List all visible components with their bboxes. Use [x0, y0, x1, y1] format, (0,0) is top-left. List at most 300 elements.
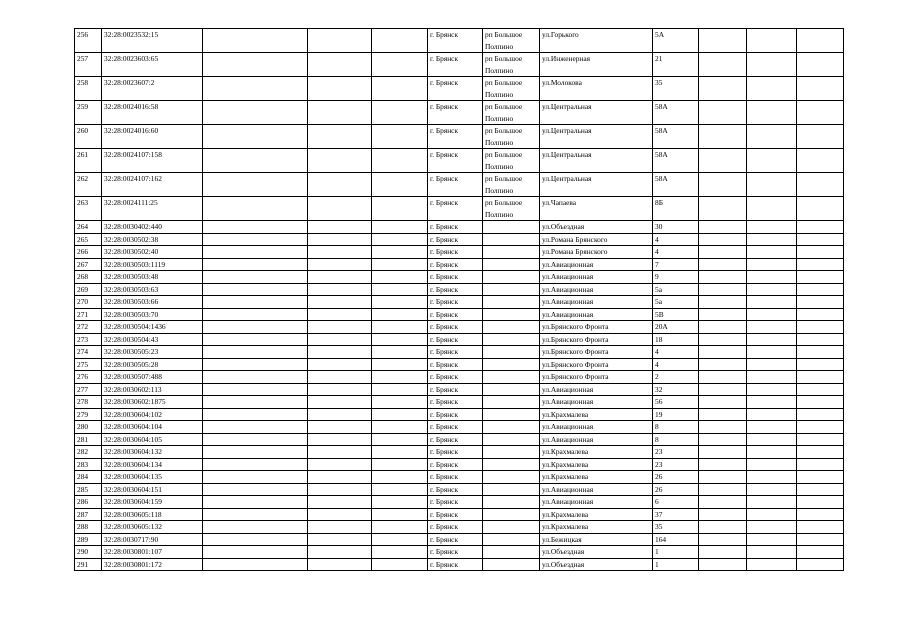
empty-cell — [699, 346, 747, 359]
empty-cell — [308, 358, 372, 371]
empty-cell — [797, 283, 844, 296]
row-number-cell: 275 — [75, 358, 102, 371]
table-row — [75, 446, 844, 459]
empty-cell — [797, 101, 844, 125]
street-cell: ул.Центральная — [540, 149, 653, 173]
empty-cell — [372, 533, 428, 546]
empty-cell — [308, 421, 372, 434]
empty-cell — [797, 346, 844, 359]
empty-cell — [699, 546, 747, 559]
empty-cell — [308, 371, 372, 384]
table-row — [75, 197, 844, 221]
street-cell: ул.Крахмалева — [540, 446, 653, 459]
empty-cell — [308, 508, 372, 521]
empty-cell — [699, 383, 747, 396]
house-number-cell: 58А — [653, 125, 699, 149]
empty-cell — [308, 471, 372, 484]
settlement-cell — [483, 358, 540, 371]
row-number-cell: 264 — [75, 221, 102, 234]
empty-cell — [308, 296, 372, 309]
city-cell: г. Брянск — [428, 221, 483, 234]
empty-cell — [699, 197, 747, 221]
empty-cell — [797, 396, 844, 409]
city-cell: г. Брянск — [428, 149, 483, 173]
house-number-cell: 58А — [653, 173, 699, 197]
empty-cell — [747, 308, 797, 321]
house-number-cell: 35 — [653, 521, 699, 534]
cadastral-number-cell: 32:28:0030801:107 — [102, 546, 203, 559]
empty-cell — [203, 433, 308, 446]
cadastral-number-cell: 32:28:0023607:2 — [102, 77, 203, 101]
city-cell: г. Брянск — [428, 246, 483, 259]
empty-cell — [797, 383, 844, 396]
empty-cell — [372, 246, 428, 259]
row-number-cell: 289 — [75, 533, 102, 546]
empty-cell — [203, 358, 308, 371]
empty-cell — [372, 558, 428, 571]
empty-cell — [699, 533, 747, 546]
empty-cell — [747, 558, 797, 571]
house-number-cell: 58А — [653, 101, 699, 125]
empty-cell — [797, 508, 844, 521]
cadastral-number-cell: 32:28:0024016:58 — [102, 101, 203, 125]
empty-cell — [747, 483, 797, 496]
empty-cell — [372, 197, 428, 221]
empty-cell — [797, 458, 844, 471]
house-number-cell: 35 — [653, 77, 699, 101]
cadastral-number-cell: 32:28:0030504:1436 — [102, 321, 203, 334]
row-number-cell: 282 — [75, 446, 102, 459]
city-cell: г. Брянск — [428, 508, 483, 521]
street-cell: ул.Авиационная — [540, 496, 653, 509]
house-number-cell: 32 — [653, 383, 699, 396]
city-cell: г. Брянск — [428, 271, 483, 284]
empty-cell — [797, 173, 844, 197]
empty-cell — [797, 358, 844, 371]
empty-cell — [372, 233, 428, 246]
settlement-cell — [483, 408, 540, 421]
house-number-cell: 37 — [653, 508, 699, 521]
empty-cell — [797, 558, 844, 571]
empty-cell — [372, 333, 428, 346]
city-cell: г. Брянск — [428, 197, 483, 221]
empty-cell — [747, 383, 797, 396]
house-number-cell: 8 — [653, 433, 699, 446]
empty-cell — [372, 173, 428, 197]
empty-cell — [203, 271, 308, 284]
empty-cell — [797, 471, 844, 484]
settlement-cell — [483, 346, 540, 359]
table-row — [75, 458, 844, 471]
cadastral-number-cell: 32:28:0030502:40 — [102, 246, 203, 259]
settlement-cell — [483, 483, 540, 496]
table-row — [75, 421, 844, 434]
empty-cell — [797, 246, 844, 259]
street-cell: ул.Авиационная — [540, 421, 653, 434]
empty-cell — [203, 125, 308, 149]
empty-cell — [797, 483, 844, 496]
empty-cell — [203, 483, 308, 496]
row-number-cell: 277 — [75, 383, 102, 396]
empty-cell — [372, 458, 428, 471]
row-number-cell: 279 — [75, 408, 102, 421]
empty-cell — [747, 149, 797, 173]
empty-cell — [797, 258, 844, 271]
cadastral-number-cell: 32:28:0030504:43 — [102, 333, 203, 346]
row-number-cell: 266 — [75, 246, 102, 259]
house-number-cell: 26 — [653, 483, 699, 496]
row-number-cell: 291 — [75, 558, 102, 571]
cadastral-number-cell: 32:28:0030605:132 — [102, 521, 203, 534]
empty-cell — [699, 271, 747, 284]
empty-cell — [747, 421, 797, 434]
empty-cell — [203, 173, 308, 197]
empty-cell — [308, 433, 372, 446]
table-row — [75, 483, 844, 496]
house-number-cell: 4 — [653, 346, 699, 359]
row-number-cell: 288 — [75, 521, 102, 534]
empty-cell — [699, 446, 747, 459]
empty-cell — [747, 508, 797, 521]
cadastral-number-cell: 32:28:0030505:23 — [102, 346, 203, 359]
empty-cell — [797, 221, 844, 234]
empty-cell — [372, 508, 428, 521]
row-number-cell: 270 — [75, 296, 102, 309]
house-number-cell: 8Б — [653, 197, 699, 221]
settlement-cell — [483, 333, 540, 346]
settlement-cell: рп Большое Полпино — [483, 149, 540, 173]
table-body — [75, 29, 844, 571]
cadastral-number-cell: 32:28:0024016:60 — [102, 125, 203, 149]
cadastral-number-cell: 32:28:0024107:162 — [102, 173, 203, 197]
house-number-cell: 4 — [653, 358, 699, 371]
settlement-cell — [483, 221, 540, 234]
street-cell: ул.Крахмалева — [540, 408, 653, 421]
street-cell: ул.Объездная — [540, 221, 653, 234]
empty-cell — [699, 358, 747, 371]
cadastral-number-cell: 32:28:0030502:38 — [102, 233, 203, 246]
empty-cell — [308, 308, 372, 321]
table-row — [75, 258, 844, 271]
empty-cell — [699, 496, 747, 509]
empty-cell — [372, 101, 428, 125]
house-number-cell: 4 — [653, 233, 699, 246]
empty-cell — [699, 296, 747, 309]
empty-cell — [203, 246, 308, 259]
empty-cell — [699, 558, 747, 571]
city-cell: г. Брянск — [428, 346, 483, 359]
row-number-cell: 286 — [75, 496, 102, 509]
settlement-cell: рп Большое Полпино — [483, 101, 540, 125]
empty-cell — [372, 483, 428, 496]
empty-cell — [203, 221, 308, 234]
empty-cell — [797, 433, 844, 446]
empty-cell — [308, 458, 372, 471]
table-row — [75, 521, 844, 534]
empty-cell — [699, 458, 747, 471]
street-cell: ул.Брянского Фронта — [540, 333, 653, 346]
empty-cell — [203, 546, 308, 559]
empty-cell — [699, 471, 747, 484]
cadastral-number-cell: 32:28:0030605:118 — [102, 508, 203, 521]
table-row — [75, 125, 844, 149]
table-row — [75, 283, 844, 296]
empty-cell — [797, 308, 844, 321]
empty-cell — [372, 271, 428, 284]
empty-cell — [747, 197, 797, 221]
empty-cell — [699, 308, 747, 321]
empty-cell — [308, 246, 372, 259]
cadastral-number-cell: 32:28:0030604:104 — [102, 421, 203, 434]
empty-cell — [308, 396, 372, 409]
cadastral-number-cell: 32:28:0030507:488 — [102, 371, 203, 384]
row-number-cell: 287 — [75, 508, 102, 521]
empty-cell — [699, 221, 747, 234]
city-cell: г. Брянск — [428, 396, 483, 409]
street-cell: ул.Брянского Фронта — [540, 358, 653, 371]
empty-cell — [747, 333, 797, 346]
house-number-cell: 56 — [653, 396, 699, 409]
empty-cell — [699, 433, 747, 446]
city-cell: г. Брянск — [428, 383, 483, 396]
table-row — [75, 271, 844, 284]
table-row — [75, 346, 844, 359]
empty-cell — [308, 283, 372, 296]
empty-cell — [747, 246, 797, 259]
city-cell: г. Брянск — [428, 521, 483, 534]
settlement-cell: рп Большое Полпино — [483, 125, 540, 149]
empty-cell — [372, 496, 428, 509]
row-number-cell: 261 — [75, 149, 102, 173]
empty-cell — [699, 101, 747, 125]
empty-cell — [203, 458, 308, 471]
row-number-cell: 283 — [75, 458, 102, 471]
empty-cell — [203, 308, 308, 321]
empty-cell — [372, 321, 428, 334]
empty-cell — [372, 433, 428, 446]
settlement-cell — [483, 458, 540, 471]
table-row — [75, 333, 844, 346]
empty-cell — [797, 496, 844, 509]
cadastral-number-cell: 32:28:0023532:15 — [102, 29, 203, 53]
empty-cell — [308, 149, 372, 173]
street-cell: ул.Авиационная — [540, 296, 653, 309]
empty-cell — [747, 408, 797, 421]
empty-cell — [308, 29, 372, 53]
house-number-cell: 164 — [653, 533, 699, 546]
street-cell: ул.Центральная — [540, 101, 653, 125]
city-cell: г. Брянск — [428, 496, 483, 509]
empty-cell — [699, 125, 747, 149]
street-cell: ул.Чапаева — [540, 197, 653, 221]
street-cell: ул.Крахмалева — [540, 471, 653, 484]
empty-cell — [699, 283, 747, 296]
street-cell: ул.Романа Брянского — [540, 233, 653, 246]
empty-cell — [747, 521, 797, 534]
empty-cell — [747, 296, 797, 309]
empty-cell — [797, 408, 844, 421]
empty-cell — [797, 546, 844, 559]
house-number-cell: 18 — [653, 333, 699, 346]
empty-cell — [797, 371, 844, 384]
city-cell: г. Брянск — [428, 446, 483, 459]
empty-cell — [699, 77, 747, 101]
street-cell: ул.Авиационная — [540, 271, 653, 284]
street-cell: ул.Инженерная — [540, 53, 653, 77]
settlement-cell — [483, 471, 540, 484]
empty-cell — [699, 421, 747, 434]
street-cell: ул.Молокова — [540, 77, 653, 101]
empty-cell — [747, 221, 797, 234]
settlement-cell — [483, 496, 540, 509]
empty-cell — [747, 283, 797, 296]
empty-cell — [203, 197, 308, 221]
cadastral-number-cell: 32:28:0030503:48 — [102, 271, 203, 284]
empty-cell — [203, 533, 308, 546]
settlement-cell — [483, 396, 540, 409]
row-number-cell: 280 — [75, 421, 102, 434]
city-cell: г. Брянск — [428, 296, 483, 309]
table-row — [75, 173, 844, 197]
house-number-cell: 58А — [653, 149, 699, 173]
house-number-cell: 8 — [653, 421, 699, 434]
street-cell: ул.Брянского Фронта — [540, 321, 653, 334]
empty-cell — [372, 53, 428, 77]
empty-cell — [797, 271, 844, 284]
table-row — [75, 558, 844, 571]
table-row — [75, 546, 844, 559]
empty-cell — [699, 258, 747, 271]
empty-cell — [308, 496, 372, 509]
empty-cell — [308, 533, 372, 546]
empty-cell — [747, 446, 797, 459]
street-cell: ул.Объездная — [540, 546, 653, 559]
empty-cell — [797, 296, 844, 309]
table-row — [75, 77, 844, 101]
row-number-cell: 273 — [75, 333, 102, 346]
street-cell: ул.Крахмалева — [540, 508, 653, 521]
house-number-cell: 23 — [653, 446, 699, 459]
house-number-cell: 23 — [653, 458, 699, 471]
table-row — [75, 396, 844, 409]
empty-cell — [747, 458, 797, 471]
city-cell: г. Брянск — [428, 458, 483, 471]
table-row — [75, 471, 844, 484]
house-number-cell: 1 — [653, 546, 699, 559]
settlement-cell — [483, 446, 540, 459]
city-cell: г. Брянск — [428, 53, 483, 77]
city-cell: г. Брянск — [428, 125, 483, 149]
empty-cell — [747, 125, 797, 149]
settlement-cell — [483, 558, 540, 571]
empty-cell — [747, 101, 797, 125]
settlement-cell — [483, 533, 540, 546]
row-number-cell: 258 — [75, 77, 102, 101]
empty-cell — [747, 258, 797, 271]
empty-cell — [699, 521, 747, 534]
cadastral-number-cell: 32:28:0030604:132 — [102, 446, 203, 459]
empty-cell — [747, 346, 797, 359]
empty-cell — [372, 396, 428, 409]
house-number-cell: 7 — [653, 258, 699, 271]
settlement-cell — [483, 371, 540, 384]
settlement-cell — [483, 508, 540, 521]
empty-cell — [372, 308, 428, 321]
settlement-cell — [483, 521, 540, 534]
city-cell: г. Брянск — [428, 371, 483, 384]
cadastral-number-cell: 32:28:0030602:1875 — [102, 396, 203, 409]
city-cell: г. Брянск — [428, 558, 483, 571]
empty-cell — [203, 29, 308, 53]
settlement-cell — [483, 258, 540, 271]
table-row — [75, 408, 844, 421]
street-cell: ул.Брянского Фронта — [540, 371, 653, 384]
empty-cell — [308, 258, 372, 271]
street-cell: ул.Крахмалева — [540, 521, 653, 534]
empty-cell — [203, 258, 308, 271]
empty-cell — [308, 233, 372, 246]
row-number-cell: 260 — [75, 125, 102, 149]
empty-cell — [372, 408, 428, 421]
empty-cell — [372, 371, 428, 384]
empty-cell — [203, 471, 308, 484]
cadastral-number-cell: 32:28:0030604:151 — [102, 483, 203, 496]
empty-cell — [699, 53, 747, 77]
empty-cell — [699, 483, 747, 496]
cadastral-number-cell: 32:28:0030503:1119 — [102, 258, 203, 271]
table-row — [75, 371, 844, 384]
table-row — [75, 296, 844, 309]
row-number-cell: 269 — [75, 283, 102, 296]
table-row — [75, 321, 844, 334]
empty-cell — [797, 333, 844, 346]
street-cell: ул.Объездная — [540, 558, 653, 571]
empty-cell — [747, 233, 797, 246]
empty-cell — [699, 173, 747, 197]
cadastral-number-cell: 32:28:0024107:158 — [102, 149, 203, 173]
settlement-cell — [483, 308, 540, 321]
cadastral-number-cell: 32:28:0030402:440 — [102, 221, 203, 234]
empty-cell — [308, 333, 372, 346]
empty-cell — [372, 77, 428, 101]
row-number-cell: 278 — [75, 396, 102, 409]
empty-cell — [308, 53, 372, 77]
street-cell: ул.Авиационная — [540, 396, 653, 409]
settlement-cell — [483, 383, 540, 396]
empty-cell — [747, 496, 797, 509]
empty-cell — [308, 383, 372, 396]
settlement-cell — [483, 433, 540, 446]
table-row — [75, 496, 844, 509]
house-number-cell: 5а — [653, 283, 699, 296]
house-number-cell: 20А — [653, 321, 699, 334]
settlement-cell: рп Большое Полпино — [483, 197, 540, 221]
empty-cell — [699, 396, 747, 409]
row-number-cell: 268 — [75, 271, 102, 284]
street-cell: ул.Авиационная — [540, 483, 653, 496]
empty-cell — [203, 77, 308, 101]
cadastral-number-cell: 32:28:0024111:25 — [102, 197, 203, 221]
row-number-cell: 256 — [75, 29, 102, 53]
table-row — [75, 383, 844, 396]
empty-cell — [308, 483, 372, 496]
settlement-cell — [483, 283, 540, 296]
house-number-cell: 6 — [653, 496, 699, 509]
table-row — [75, 433, 844, 446]
empty-cell — [699, 508, 747, 521]
empty-cell — [797, 53, 844, 77]
cadastral-table — [74, 28, 844, 571]
